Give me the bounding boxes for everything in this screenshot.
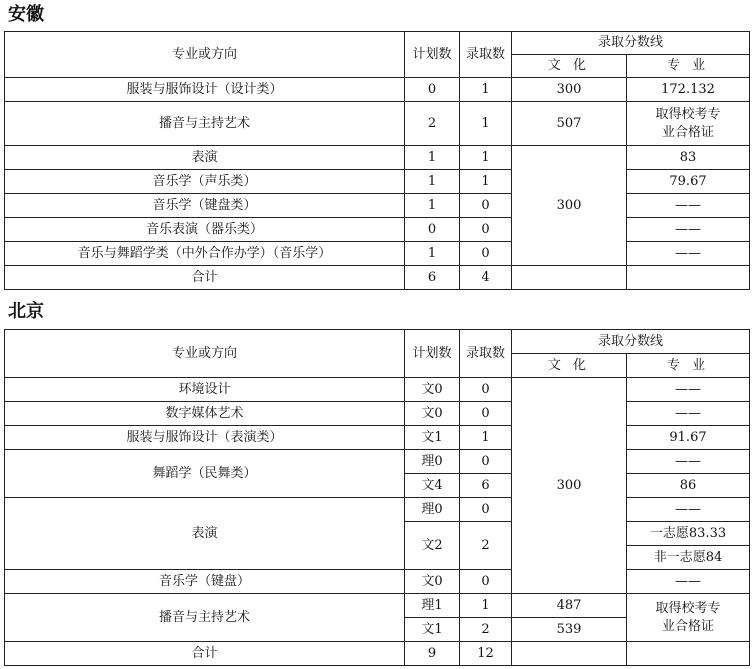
cell-plan: 理0	[405, 450, 460, 474]
header-specialty: 专 业	[627, 354, 750, 378]
cell-major: 表演	[5, 146, 405, 170]
total-admit: 4	[460, 266, 512, 290]
cell-specialty: 取得校考专业合格证	[627, 594, 750, 642]
cell-major: 数字媒体艺术	[5, 402, 405, 426]
cell-admit: 1	[460, 426, 512, 450]
total-plan: 6	[405, 266, 460, 290]
table-row	[5, 498, 750, 522]
total-label: 合计	[5, 266, 405, 290]
cell-plan: 文1	[405, 618, 460, 642]
cell-empty	[512, 642, 627, 666]
cell-major: 音乐学（键盘类）	[5, 194, 405, 218]
cell-major: 播音与主持艺术	[5, 102, 405, 146]
cell-admit: 2	[460, 522, 512, 570]
cell-empty	[627, 266, 750, 290]
cell-culture: 507	[512, 102, 627, 146]
cell-admit: 0	[460, 498, 512, 522]
cell-major: 音乐学（键盘）	[5, 570, 405, 594]
header-culture: 文 化	[512, 55, 627, 78]
cell-culture: 487	[512, 594, 627, 618]
cell-specialty: ——	[627, 218, 750, 242]
table-row	[5, 594, 750, 618]
cell-specialty: ——	[627, 242, 750, 266]
header-specialty: 专 业	[627, 55, 750, 78]
total-admit: 12	[460, 642, 512, 666]
table-row	[5, 170, 750, 194]
cell-admit: 1	[460, 146, 512, 170]
cell-specialty: 79.67	[627, 170, 750, 194]
cell-plan: 理1	[405, 594, 460, 618]
cell-culture: 539	[512, 618, 627, 642]
beijing-admission-table	[4, 329, 750, 594]
cell-major: 服装与服饰设计（表演类）	[5, 426, 405, 450]
cell-admit: 0	[460, 242, 512, 266]
table-row	[5, 450, 750, 474]
cell-major: 舞蹈学（民舞类）	[5, 450, 405, 498]
cell-admit: 1	[460, 78, 512, 102]
cell-admit: 2	[460, 618, 512, 642]
total-plan: 9	[405, 642, 460, 666]
cell-plan: 文2	[405, 522, 460, 570]
header-major: 专业或方向	[5, 330, 405, 378]
cell-specialty: ——	[627, 450, 750, 474]
anhui-admission-table	[4, 31, 750, 290]
table-row	[5, 218, 750, 242]
table-row	[5, 194, 750, 218]
cell-specialty: ——	[627, 194, 750, 218]
cell-specialty: 91.67	[627, 426, 750, 450]
header-score-line: 录取分数线	[512, 32, 750, 55]
cell-plan: 1	[405, 146, 460, 170]
cell-specialty: ——	[627, 378, 750, 402]
cell-specialty: 非一志愿84	[627, 546, 750, 570]
cell-plan: 文0	[405, 570, 460, 594]
cell-specialty: ——	[627, 498, 750, 522]
table-row	[5, 146, 750, 170]
header-culture: 文 化	[512, 354, 627, 378]
cell-plan: 1	[405, 194, 460, 218]
table-row	[5, 570, 750, 594]
cell-major: 音乐表演（器乐类）	[5, 218, 405, 242]
cell-plan: 0	[405, 218, 460, 242]
cell-admit: 0	[460, 450, 512, 474]
cell-major: 服装与服饰设计（设计类）	[5, 78, 405, 102]
cell-major: 表演	[5, 498, 405, 570]
cell-specialty: 一志愿83.33	[627, 522, 750, 546]
cell-plan: 文0	[405, 378, 460, 402]
beijing-admission-table-tail	[4, 593, 750, 666]
cell-admit: 1	[460, 594, 512, 618]
cell-specialty: 172.132	[627, 78, 750, 102]
table-row	[5, 102, 750, 146]
cell-specialty: ——	[627, 402, 750, 426]
header-plan: 计划数	[405, 32, 460, 78]
cell-plan: 文4	[405, 474, 460, 498]
region-title-anhui: 安徽	[8, 4, 44, 25]
cell-empty	[512, 266, 627, 290]
cell-specialty: 83	[627, 146, 750, 170]
cell-specialty: ——	[627, 570, 750, 594]
total-row	[5, 642, 750, 666]
header-score-line: 录取分数线	[512, 330, 750, 354]
cell-admit: 0	[460, 570, 512, 594]
cell-specialty: 86	[627, 474, 750, 498]
cell-major: 音乐学（声乐类）	[5, 170, 405, 194]
table-row	[5, 242, 750, 266]
cell-major: 播音与主持艺术	[5, 594, 405, 642]
region-title-beijing: 北京	[8, 301, 44, 322]
header-major: 专业或方向	[5, 32, 405, 78]
table-row	[5, 78, 750, 102]
header-admit: 录取数	[460, 330, 512, 378]
cell-plan: 文1	[405, 426, 460, 450]
cell-plan: 1	[405, 242, 460, 266]
cell-admit: 6	[460, 474, 512, 498]
total-row	[5, 266, 750, 290]
cell-plan: 1	[405, 170, 460, 194]
cell-major: 音乐与舞蹈学类（中外合作办学）（音乐学）	[5, 242, 405, 266]
header-plan: 计划数	[405, 330, 460, 378]
cell-plan: 0	[405, 78, 460, 102]
table-row	[5, 378, 750, 402]
cell-culture-shared: 300	[512, 378, 627, 594]
cell-culture: 300	[512, 78, 627, 102]
cell-admit: 0	[460, 194, 512, 218]
table-row	[5, 426, 750, 450]
cell-admit: 0	[460, 218, 512, 242]
cell-admit: 1	[460, 102, 512, 146]
cell-empty	[627, 642, 750, 666]
cell-admit: 1	[460, 170, 512, 194]
cell-culture-shared: 300	[512, 146, 627, 266]
cell-specialty: 取得校考专业合格证	[627, 102, 750, 146]
table-row	[5, 402, 750, 426]
cell-admit: 0	[460, 378, 512, 402]
total-label: 合计	[5, 642, 405, 666]
cell-plan: 文0	[405, 402, 460, 426]
header-admit: 录取数	[460, 32, 512, 78]
cell-plan: 理0	[405, 498, 460, 522]
cell-plan: 2	[405, 102, 460, 146]
cell-admit: 0	[460, 402, 512, 426]
cell-major: 环境设计	[5, 378, 405, 402]
